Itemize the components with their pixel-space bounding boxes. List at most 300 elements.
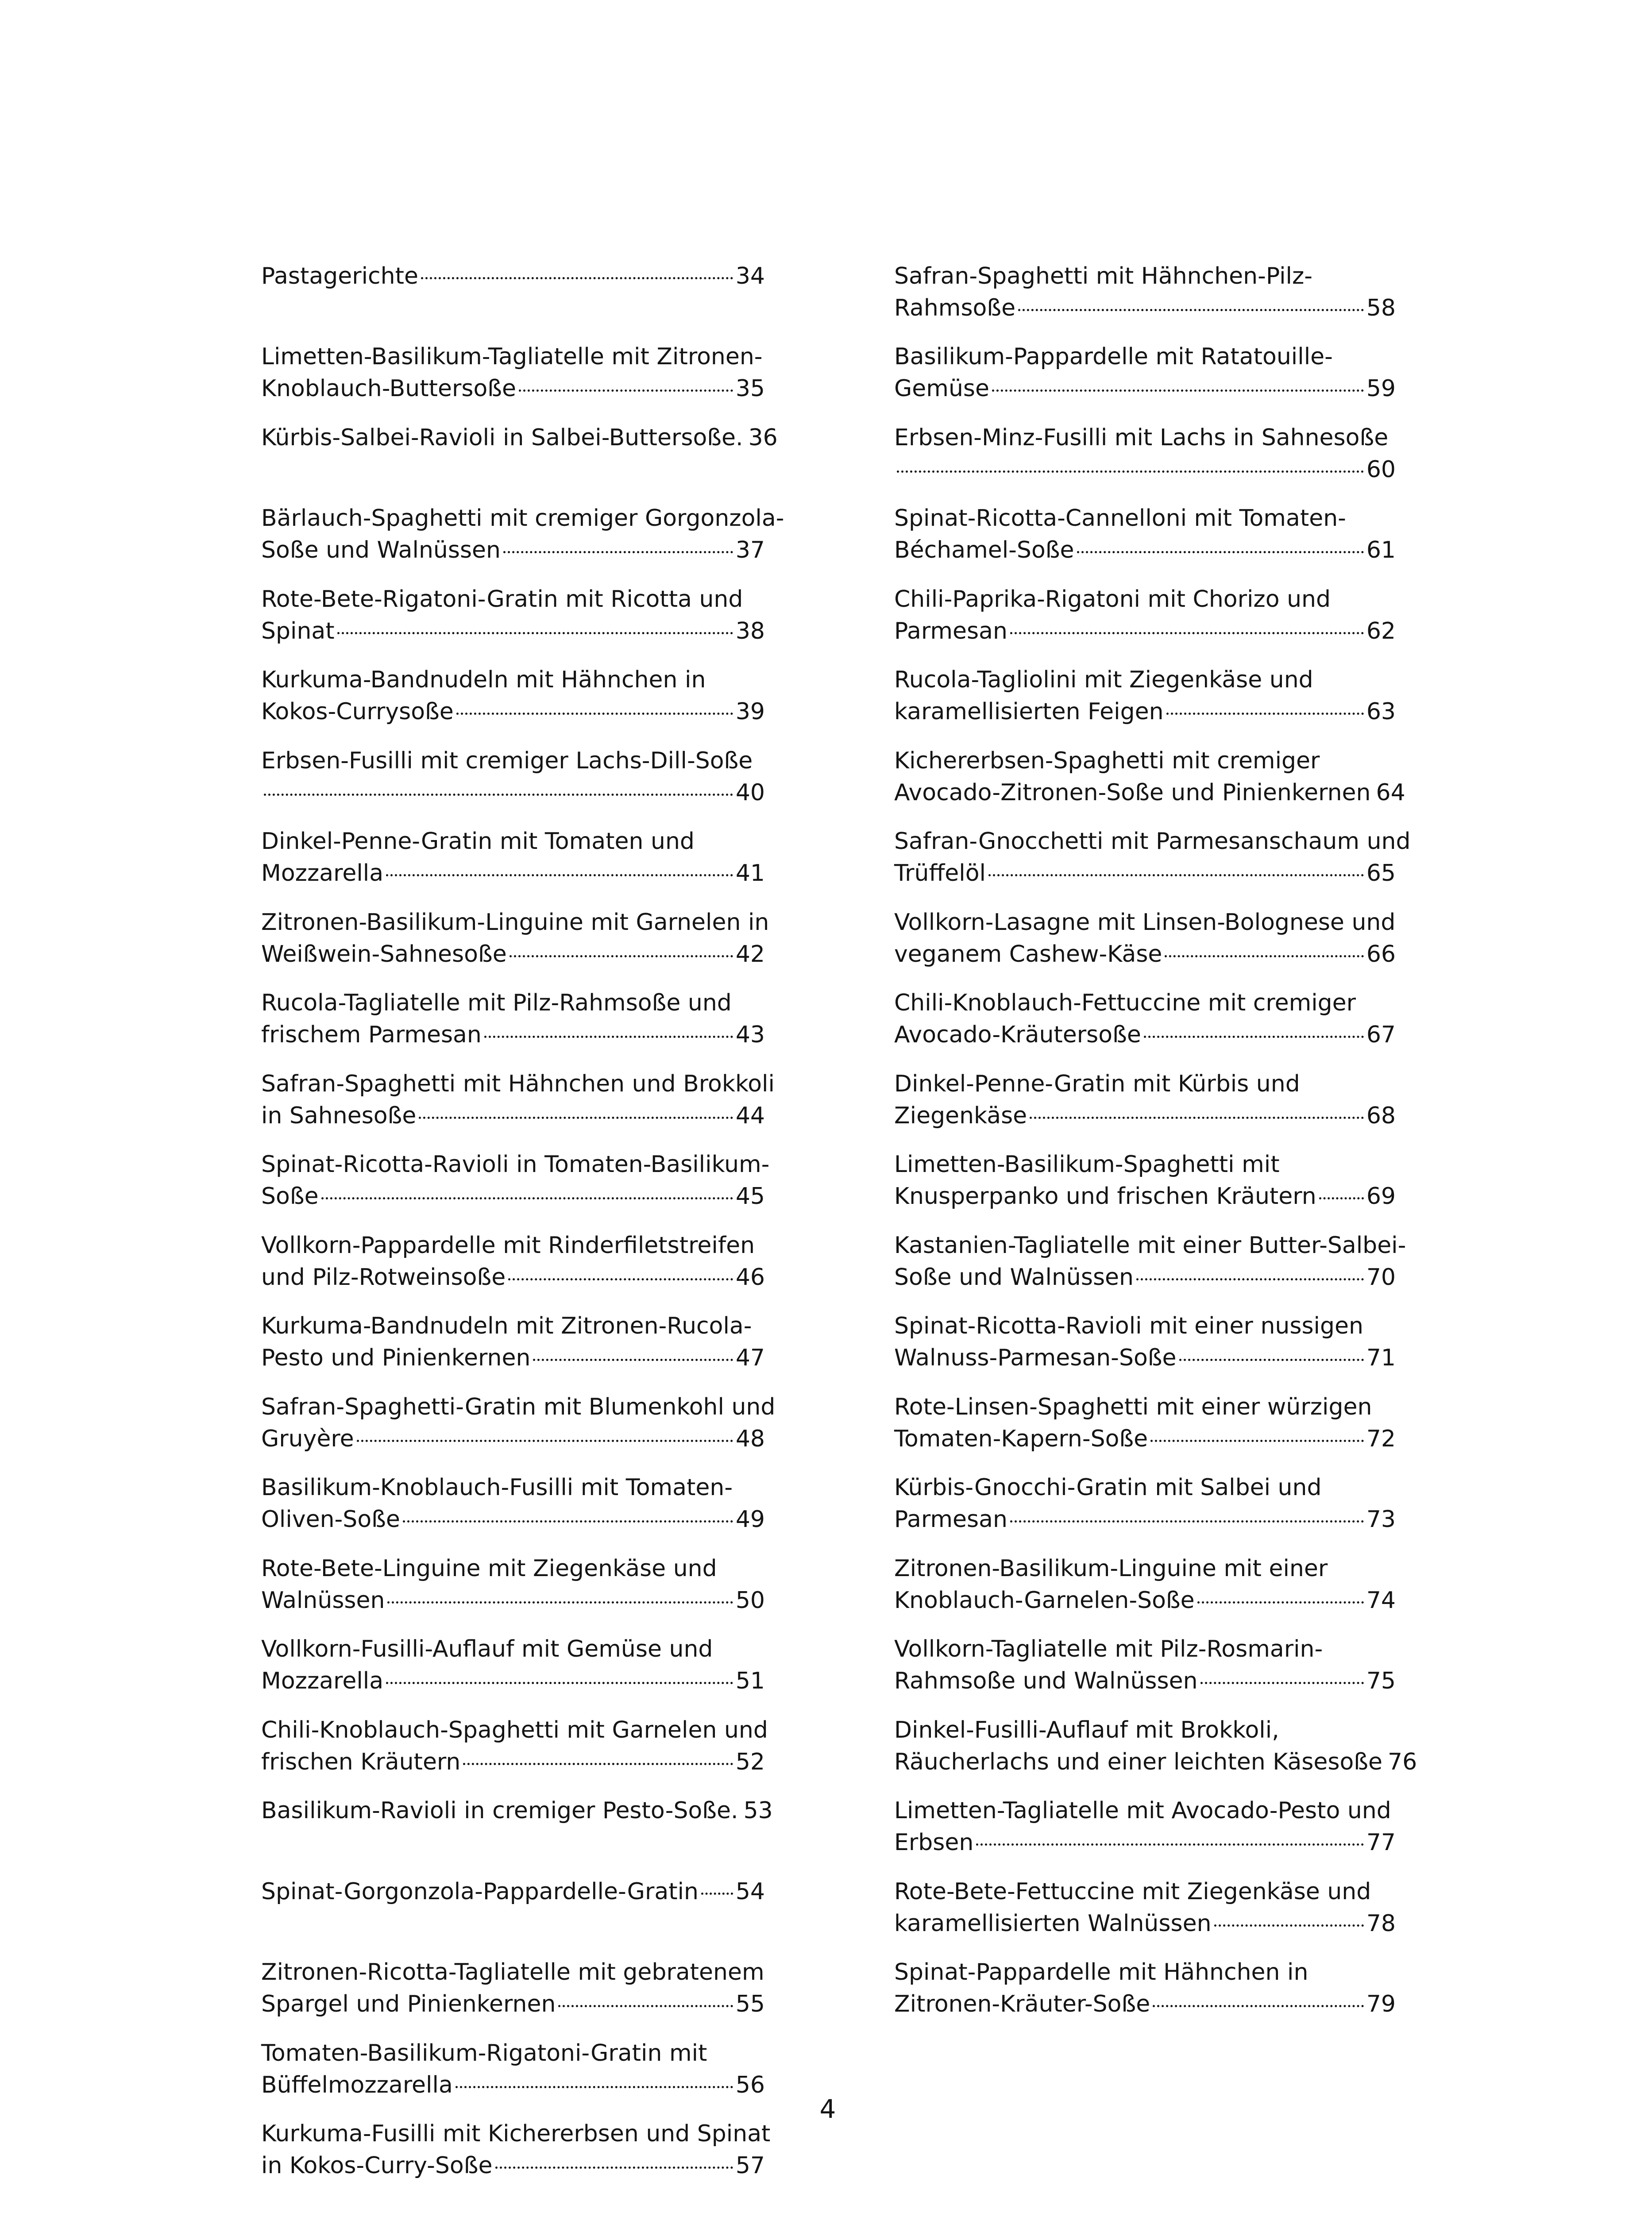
dot-leader — [897, 470, 1364, 473]
toc-entry[interactable] — [894, 260, 1396, 324]
toc-entry[interactable] — [261, 1876, 765, 1908]
toc-page-number: 36 — [748, 424, 778, 451]
toc-entry-title: Soße und Walnüssen — [261, 537, 501, 563]
toc-entry-title: Gruyère — [261, 1426, 354, 1452]
toc-entry-line — [894, 1230, 1406, 1261]
toc-entry[interactable] — [261, 341, 765, 405]
dot-leader — [1153, 2005, 1364, 2007]
toc-entry-title: Spinat-Ricotta-Ravioli in Tomaten-Basilikum- — [261, 1151, 770, 1178]
toc-page-number: 67 — [1366, 1022, 1396, 1048]
dot-leader — [456, 713, 733, 715]
toc-entry-title: Avocado-Zitronen-Soße und Pinienkernen — [894, 779, 1371, 806]
toc-entry-title: Kurkuma-Bandnudeln mit Hähnchen in — [261, 667, 706, 693]
toc-entry-title: Oliven-Soße — [261, 1506, 400, 1533]
toc-entry-line — [894, 987, 1396, 1019]
toc-entry-title: Basilikum-Ravioli in cremiger Pesto-Soße. — [261, 1797, 738, 1824]
toc-entry[interactable] — [894, 1068, 1396, 1132]
toc-entry-title: Tomaten-Basilikum-Rigatoni-Gratin mit — [261, 2040, 707, 2066]
dot-leader — [387, 1601, 733, 1604]
toc-entry-line — [261, 1714, 768, 1746]
dot-leader — [1319, 1197, 1364, 1199]
dot-leader — [495, 2167, 733, 2169]
toc-entry-title: Limetten-Basilikum-Tagliatelle mit Zitronen- — [261, 343, 763, 370]
toc-entry-line — [894, 1553, 1396, 1585]
toc-entry[interactable] — [894, 1391, 1396, 1455]
toc-entry-line — [894, 1019, 1396, 1051]
toc-entry-line — [894, 1472, 1396, 1504]
toc-entry-line — [894, 1423, 1396, 1455]
toc-entry-line — [261, 373, 765, 405]
toc-page-number: 59 — [1366, 375, 1396, 402]
toc-entry-line — [261, 664, 765, 696]
toc-entry[interactable] — [261, 825, 765, 889]
toc-entry-title: Rote-Bete-Linguine mit Ziegenkäse und — [261, 1555, 717, 1582]
toc-entry-title: Ziegenkäse — [894, 1103, 1027, 1129]
toc-entry-title: Chili-Knoblauch-Fettuccine mit cremiger — [894, 990, 1356, 1016]
toc-page-number: 39 — [735, 698, 765, 725]
toc-entry-title: Pesto und Pinienkernen — [261, 1345, 531, 1371]
toc-page-number: 73 — [1366, 1506, 1396, 1533]
toc-page-number: 65 — [1366, 860, 1396, 887]
toc-entry-line — [261, 1342, 765, 1374]
dot-leader — [455, 2086, 733, 2088]
toc-entry[interactable] — [261, 1553, 765, 1616]
toc-entry-title: Tomaten-Kapern-Soße — [894, 1426, 1148, 1452]
toc-page-number: 74 — [1366, 1587, 1396, 1614]
toc-entry[interactable] — [894, 422, 1396, 486]
toc-entry-line — [894, 1827, 1396, 1858]
toc-entry[interactable] — [261, 2118, 771, 2182]
toc-page-number: 62 — [1366, 618, 1396, 644]
toc-entry-title: Walnüssen — [261, 1587, 385, 1614]
toc-entry[interactable] — [894, 1310, 1396, 1374]
toc-entry-title: Rote-Linsen-Spaghetti mit einer würzigen — [894, 1394, 1372, 1420]
toc-entry-line — [894, 373, 1396, 405]
dot-leader — [1018, 309, 1364, 311]
toc-entry-line — [261, 1795, 773, 1827]
toc-entry-line — [261, 2150, 765, 2182]
dot-leader — [558, 2005, 733, 2007]
toc-entry-title: Büffelmozzarella — [261, 2072, 453, 2098]
toc-entry-line — [261, 615, 765, 647]
toc-page-number: 37 — [735, 537, 765, 563]
toc-entry-title: in Sahnesoße — [261, 1103, 417, 1129]
toc-page-number: 42 — [735, 941, 765, 968]
toc-entry-title: Trüffelöl — [894, 860, 986, 887]
toc-page-number: 78 — [1366, 1910, 1396, 1937]
toc-entry[interactable] — [894, 1714, 1417, 1778]
dot-leader — [1150, 1440, 1364, 1442]
toc-entry[interactable] — [261, 422, 778, 454]
toc-entry-line — [261, 260, 765, 292]
toc-entry[interactable] — [261, 1310, 765, 1374]
toc-entry-title: Dinkel-Penne-Gratin mit Tomaten und — [261, 828, 695, 855]
toc-page-number: 52 — [735, 1749, 765, 1775]
dot-leader — [1144, 1036, 1364, 1038]
toc-entry-line — [261, 987, 765, 1019]
dot-leader — [1010, 632, 1364, 634]
toc-entry-line — [261, 1665, 765, 1697]
toc-page-number: 34 — [735, 263, 765, 289]
toc-page-number: 68 — [1366, 1103, 1396, 1129]
toc-entry-line — [261, 1019, 765, 1051]
toc-page-number: 55 — [735, 1991, 765, 2017]
toc-entry-line — [894, 938, 1396, 970]
toc-entry[interactable] — [261, 1795, 773, 1827]
toc-entry-title: Basilikum-Knoblauch-Fusilli mit Tomaten- — [261, 1474, 733, 1501]
toc-entry-title: karamellisierten Walnüssen — [894, 1910, 1212, 1937]
toc-entry[interactable] — [894, 906, 1396, 970]
toc-entry-title: Soße und Walnüssen — [894, 1264, 1134, 1291]
toc-page-number: 40 — [735, 779, 765, 806]
toc-entry-line — [894, 1585, 1396, 1616]
toc-entry-line — [261, 2069, 765, 2101]
toc-entry-title: Knusperpanko und frischen Kräutern — [894, 1183, 1316, 1210]
toc-entry-line — [261, 341, 765, 373]
toc-page-number: 76 — [1388, 1749, 1417, 1775]
toc-entry-title: Rote-Bete-Rigatoni-Gratin mit Ricotta und — [261, 586, 743, 613]
dot-leader — [264, 794, 733, 796]
toc-entry-title: in Kokos-Curry-Soße — [261, 2152, 493, 2179]
toc-entry-line — [894, 1100, 1396, 1132]
toc-entry-line — [261, 825, 765, 857]
dot-leader — [1200, 1682, 1364, 1684]
dot-leader — [421, 277, 733, 279]
toc-page-number: 64 — [1376, 779, 1405, 806]
toc-entry-title: Avocado-Kräutersoße — [894, 1022, 1141, 1048]
toc-entry[interactable] — [261, 583, 765, 647]
toc-page-number: 60 — [1366, 456, 1396, 483]
dot-leader — [484, 1036, 733, 1038]
dot-leader — [1136, 1278, 1364, 1280]
toc-page-number: 66 — [1366, 941, 1396, 968]
toc-entry-line — [261, 1068, 775, 1100]
toc-entry-line — [894, 1876, 1396, 1908]
toc-entry-title: Zitronen-Kräuter-Soße — [894, 1991, 1150, 2017]
toc-entry-line — [894, 1149, 1396, 1180]
toc-entry-line — [894, 1988, 1396, 2020]
toc-entry-title: Knoblauch-Garnelen-Soße — [894, 1587, 1195, 1614]
toc-entry-title: Safran-Spaghetti mit Hähnchen-Pilz- — [894, 263, 1313, 289]
dot-leader — [337, 632, 733, 634]
toc-entry-title: Bärlauch-Spaghetti mit cremiger Gorgonzola- — [261, 505, 784, 532]
toc-entry[interactable] — [894, 664, 1396, 728]
toc-page-number: 63 — [1366, 698, 1396, 725]
toc-page-number: 53 — [743, 1797, 773, 1824]
toc-entry-line — [261, 1553, 765, 1585]
toc-page-number: 43 — [735, 1022, 765, 1048]
toc-entry-title: Vollkorn-Fusilli-Auflauf mit Gemüse und — [261, 1636, 713, 1662]
page-number: 4 — [819, 2094, 836, 2124]
toc-entry-line — [261, 938, 765, 970]
toc-page-number: 54 — [735, 1878, 765, 1905]
dot-leader — [701, 1893, 733, 1895]
toc-entry-line — [894, 745, 1396, 777]
toc-entry[interactable] — [894, 1956, 1396, 2020]
toc-entry-title: Zitronen-Basilikum-Linguine mit einer — [894, 1555, 1328, 1582]
dot-leader — [508, 1278, 733, 1280]
toc-entry-line — [894, 341, 1396, 373]
dot-leader — [519, 389, 733, 392]
toc-entry-line — [261, 1391, 776, 1423]
toc-page-number: 56 — [735, 2072, 765, 2098]
toc-entry-line — [894, 664, 1396, 696]
toc-entry-line — [261, 583, 765, 615]
toc-entry-title: Safran-Gnocchetti mit Parmesanschaum und — [894, 828, 1411, 855]
toc-entry-line — [261, 857, 765, 889]
toc-entry-title: Limetten-Tagliatelle mit Avocado-Pesto und — [894, 1797, 1391, 1824]
toc-entry-line — [261, 1504, 765, 1535]
toc-entry[interactable] — [261, 1472, 765, 1535]
toc-entry-title: Vollkorn-Tagliatelle mit Pilz-Rosmarin- — [894, 1636, 1323, 1662]
toc-entry-line — [894, 1633, 1396, 1665]
dot-leader — [403, 1520, 733, 1523]
toc-entry[interactable] — [261, 1714, 768, 1778]
toc-page-number: 79 — [1366, 1991, 1396, 2017]
toc-page-number: 48 — [735, 1426, 765, 1452]
toc-entry[interactable] — [261, 906, 769, 970]
toc-entry-line — [894, 777, 1405, 809]
toc-entry-title: Weißwein-Sahnesoße — [261, 941, 507, 968]
toc-entry-line — [261, 1746, 765, 1778]
toc-entry-line — [894, 906, 1396, 938]
toc-entry[interactable] — [894, 1795, 1396, 1858]
toc-page-number: 46 — [735, 1264, 765, 1291]
toc-entry-line — [261, 1585, 765, 1616]
toc-entry-title: Rucola-Tagliolini mit Ziegenkäse und — [894, 667, 1313, 693]
dot-leader — [463, 1763, 733, 1765]
toc-entry-line — [261, 696, 765, 728]
toc-page-number: 38 — [735, 618, 765, 644]
toc-entry-title: Erbsen-Minz-Fusilli mit Lachs in Sahnesoße — [894, 424, 1389, 451]
toc-entry-line — [894, 454, 1396, 486]
toc-entry-title: Chili-Paprika-Rigatoni mit Chorizo und — [894, 586, 1331, 613]
toc-entry-line — [894, 1068, 1396, 1100]
toc-entry-title: Soße — [261, 1183, 319, 1210]
dot-leader — [321, 1197, 733, 1199]
toc-entry[interactable] — [261, 664, 765, 728]
toc-entry-title: und Pilz-Rotweinsoße — [261, 1264, 506, 1291]
dot-leader — [419, 1117, 733, 1119]
dot-leader — [386, 1682, 733, 1684]
toc-entry-title: Erbsen-Fusilli mit cremiger Lachs-Dill-Soße — [261, 748, 753, 774]
toc-entry-title: Dinkel-Fusilli-Auflauf mit Brokkoli, — [894, 1717, 1279, 1743]
toc-page-number: 57 — [735, 2152, 765, 2179]
toc-entry-title: Safran-Spaghetti-Gratin mit Blumenkohl und — [261, 1394, 776, 1420]
toc-entry-line — [894, 422, 1396, 454]
toc-entry-line — [261, 1633, 765, 1665]
toc-page-number: 58 — [1366, 295, 1396, 321]
toc-entry[interactable] — [261, 1633, 765, 1697]
toc-entry-title: Dinkel-Penne-Gratin mit Kürbis und — [894, 1071, 1300, 1097]
toc-page-number: 41 — [735, 860, 765, 887]
toc-entry-title: Vollkorn-Lasagne mit Linsen-Bolognese und — [894, 909, 1396, 936]
toc-column-left — [261, 0, 784, 2213]
toc-entry[interactable] — [894, 1472, 1396, 1535]
toc-page-number: 75 — [1366, 1668, 1396, 1694]
toc-entry-line — [261, 1310, 765, 1342]
toc-page-number: 61 — [1366, 537, 1396, 563]
toc-entry-line — [261, 1876, 765, 1908]
toc-entry[interactable] — [894, 1633, 1396, 1697]
toc-entry-title: frischem Parmesan — [261, 1022, 482, 1048]
toc-entry-line — [894, 1956, 1396, 1988]
toc-entry-line — [894, 1908, 1396, 1939]
toc-entry[interactable] — [894, 502, 1396, 566]
toc-entry-line — [894, 615, 1396, 647]
toc-entry-title: Spinat — [261, 618, 335, 644]
toc-entry-title: Kurkuma-Bandnudeln mit Zitronen-Rucola- — [261, 1313, 752, 1339]
toc-entry-line — [261, 502, 784, 534]
toc-entry[interactable] — [261, 260, 765, 292]
dot-leader — [386, 874, 733, 876]
toc-page-number: 51 — [735, 1668, 765, 1694]
toc-entry[interactable] — [261, 1068, 775, 1132]
toc-entry-line — [261, 2037, 765, 2069]
toc-entry-title: Zitronen-Basilikum-Linguine mit Garnelen in — [261, 909, 769, 936]
toc-entry-line — [894, 857, 1396, 889]
toc-entry-line — [261, 1180, 765, 1212]
toc-page-number: 45 — [735, 1183, 765, 1210]
toc-entry-line — [894, 696, 1396, 728]
toc-entry-title: Kichererbsen-Spaghetti mit cremiger — [894, 748, 1320, 774]
toc-entry-title: Spinat-Ricotta-Cannelloni mit Tomaten- — [894, 505, 1346, 532]
toc-entry-title: Vollkorn-Pappardelle mit Rinderfiletstreifen — [261, 1232, 755, 1259]
toc-entry[interactable] — [894, 987, 1396, 1051]
toc-entry-line — [894, 534, 1396, 566]
toc-entry[interactable] — [894, 1230, 1406, 1293]
toc-entry-title: Erbsen — [894, 1829, 974, 1856]
toc-entry-line — [261, 906, 769, 938]
toc-entry-line — [894, 1714, 1396, 1746]
dot-leader — [357, 1440, 733, 1442]
toc-entry-line — [261, 1100, 765, 1132]
toc-entry-title: Spinat-Pappardelle mit Hähnchen in — [894, 1959, 1308, 1986]
toc-page-number: 77 — [1366, 1829, 1396, 1856]
dot-leader — [1166, 713, 1364, 715]
toc-entry-title: Safran-Spaghetti mit Hähnchen und Brokkoli — [261, 1071, 775, 1097]
toc-entry-line — [894, 1310, 1396, 1342]
toc-entry-title: karamellisierten Feigen — [894, 698, 1164, 725]
toc-entry[interactable] — [261, 1149, 770, 1212]
toc-entry[interactable] — [261, 1230, 765, 1293]
toc-page-number: 71 — [1366, 1345, 1396, 1371]
toc-entry[interactable] — [261, 987, 765, 1051]
toc-entry-title: Walnuss-Parmesan-Soße — [894, 1345, 1177, 1371]
toc-entry-title: Kokos-Currysoße — [261, 698, 454, 725]
toc-entry-line — [894, 260, 1396, 292]
toc-entry-title: Limetten-Basilikum-Spaghetti mit — [894, 1151, 1280, 1178]
toc-entry-title: Räucherlachs und einer leichten Käsesoße — [894, 1749, 1383, 1775]
toc-entry-title: Parmesan — [894, 1506, 1007, 1533]
dot-leader — [976, 1843, 1364, 1846]
toc-entry-line — [261, 1423, 765, 1455]
toc-entry[interactable] — [894, 341, 1396, 405]
toc-entry-title: Mozzarella — [261, 1668, 384, 1694]
toc-page-number: 47 — [735, 1345, 765, 1371]
toc-entry-title: Rote-Bete-Fettuccine mit Ziegenkäse und — [894, 1878, 1371, 1905]
dot-leader — [509, 955, 733, 957]
toc-entry-title: Spinat-Gorgonzola-Pappardelle-Gratin — [261, 1878, 699, 1905]
toc-entry-line — [894, 1795, 1396, 1827]
toc-entry-line — [894, 1180, 1396, 1212]
toc-entry[interactable] — [261, 745, 765, 809]
toc-entry[interactable] — [894, 1553, 1396, 1616]
toc-entry[interactable] — [894, 745, 1405, 809]
toc-page-number: 50 — [735, 1587, 765, 1614]
dot-leader — [1165, 955, 1363, 957]
toc-entry-line — [894, 825, 1411, 857]
toc-column-right — [894, 0, 1417, 2213]
toc-entry-line — [261, 422, 778, 454]
toc-entry[interactable] — [261, 2037, 765, 2101]
toc-entry-title: Rahmsoße und Walnüssen — [894, 1668, 1198, 1694]
toc-entry[interactable] — [894, 583, 1396, 647]
toc-entry-line — [894, 1391, 1396, 1423]
toc-entry[interactable] — [261, 1391, 776, 1455]
toc-entry-line — [894, 292, 1396, 324]
toc-entry[interactable] — [894, 825, 1411, 889]
toc-entry-line — [261, 777, 765, 809]
toc-entry-line — [894, 502, 1396, 534]
toc-entry[interactable] — [894, 1876, 1396, 1939]
toc-entry[interactable] — [261, 502, 784, 566]
dot-leader — [992, 389, 1364, 392]
toc-entry-title: Kürbis-Salbei-Ravioli in Salbei-Buttersoße. — [261, 424, 743, 451]
toc-entry-title: veganem Cashew-Käse — [894, 941, 1162, 968]
dot-leader — [1214, 1924, 1364, 1927]
toc-page-number: 69 — [1366, 1183, 1396, 1210]
toc-entry-title: Kastanien-Tagliatelle mit einer Butter-Salbei- — [894, 1232, 1406, 1259]
toc-entry-line — [894, 1665, 1396, 1697]
toc-entry-title: Pastagerichte — [261, 263, 418, 289]
toc-entry-line — [261, 1149, 770, 1180]
toc-entry-line — [261, 745, 765, 777]
toc-entry-title: Kurkuma-Fusilli mit Kichererbsen und Spinat — [261, 2120, 771, 2147]
dot-leader — [1179, 1359, 1364, 1361]
toc-entry-title: Mozzarella — [261, 860, 384, 887]
dot-leader — [1197, 1601, 1364, 1604]
toc-entry-line — [894, 1746, 1417, 1778]
toc-entry-line — [261, 1988, 765, 2020]
dot-leader — [988, 874, 1364, 876]
toc-entry-title: Rucola-Tagliatelle mit Pilz-Rahmsoße und — [261, 990, 732, 1016]
dot-leader — [1010, 1520, 1364, 1523]
toc-entry-line — [894, 1261, 1396, 1293]
toc-entry-line — [261, 2118, 771, 2150]
toc-entry-title: Spinat-Ricotta-Ravioli mit einer nussigen — [894, 1313, 1363, 1339]
toc-page-number: 44 — [735, 1103, 765, 1129]
toc-entry-line — [261, 1230, 765, 1261]
toc-entry-line — [261, 1956, 765, 1988]
dot-leader — [533, 1359, 733, 1361]
toc-entry-line — [894, 583, 1396, 615]
toc-entry[interactable] — [261, 1956, 765, 2020]
toc-entry[interactable] — [894, 1149, 1396, 1212]
toc-entry-line — [894, 1342, 1396, 1374]
toc-entry-title: frischen Kräutern — [261, 1749, 461, 1775]
toc-entry-title: Gemüse — [894, 375, 989, 402]
toc-entry-line — [261, 1261, 765, 1293]
toc-page-number: 49 — [735, 1506, 765, 1533]
toc-entry-line — [261, 1472, 765, 1504]
toc-entry-title: Kürbis-Gnocchi-Gratin mit Salbei und — [894, 1474, 1322, 1501]
dot-leader — [503, 551, 733, 553]
toc-entry-title: Zitronen-Ricotta-Tagliatelle mit gebratenem — [261, 1959, 764, 1986]
dot-leader — [1077, 551, 1364, 553]
toc-page-number: 35 — [735, 375, 765, 402]
toc-entry-title: Parmesan — [894, 618, 1007, 644]
